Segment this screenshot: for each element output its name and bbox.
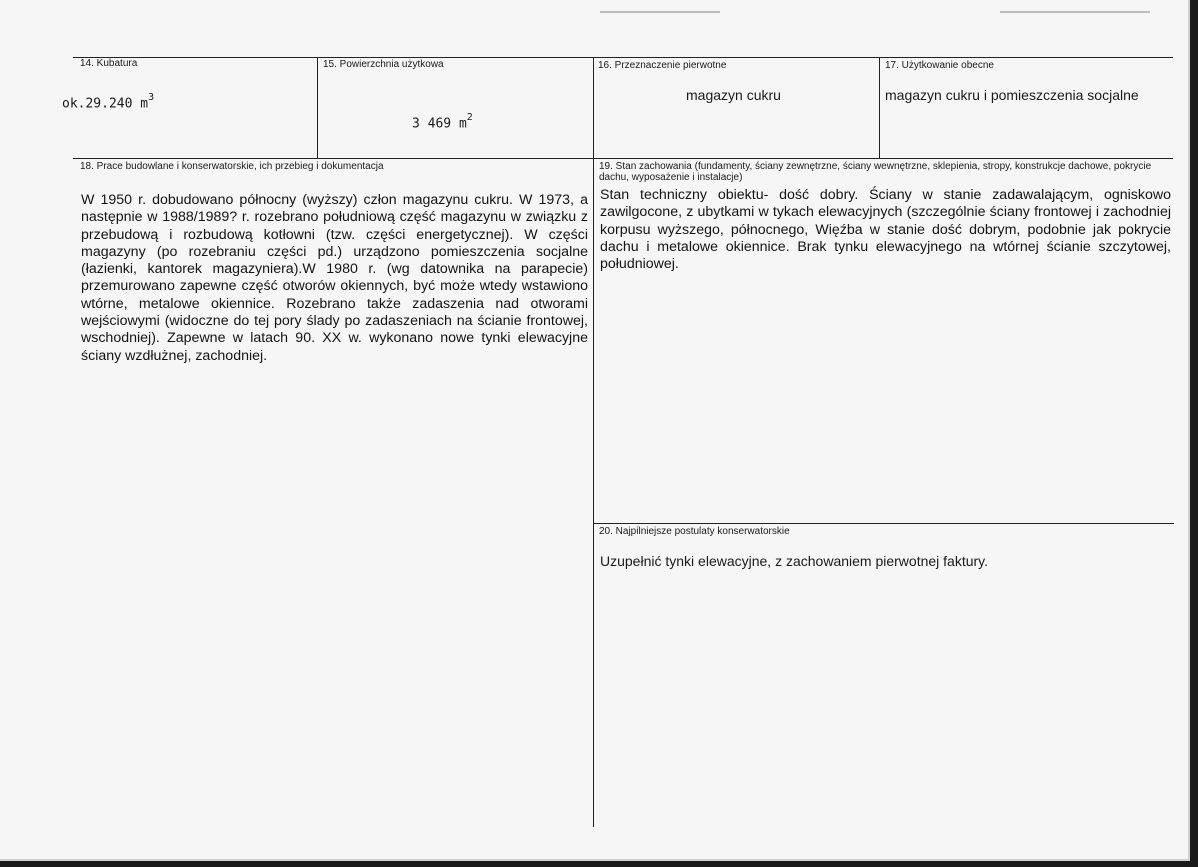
table-border-top: [73, 57, 1173, 58]
field-20-label: 20. Najpilniejsze postulaty konserwatorskie: [599, 526, 790, 537]
table-row-divider: [594, 523, 1174, 524]
field-18-label: 18. Prace budowlane i konserwatorskie, ich przebieg i dokumentacja: [80, 161, 384, 172]
field-20-text: Uzupełnić tynki elewacyjne, z zachowaniem pierwotnej faktury.: [600, 553, 989, 569]
field-19-text: Stan techniczny obiektu- dość dobry. Ściany w stanie zadawalającym, ogniskowo zawilgocone, z ubytkami w tykach elewacyjnych (szczególnie ściany frontowej i zachodniej korpusu wyższego, północnego, Więźba w stanie dość dobrym, podobnie jak pokrycie dachu i metalowe okiennice. Brak tynku elewacyjnego na wtórnej ścianie szczytowej, południowej.: [600, 187, 1171, 273]
field-15-label: 15. Powierzchnia użytkowa: [323, 59, 444, 70]
field-17-value: magazyn cukru i pomieszczenia socjalne: [885, 87, 1139, 103]
field-18-text: W 1950 r. dobudowano północny (wyższy) człon magazynu cukru. W 1973, a następnie w 1988/1989? r. rozebrano południową część magazynu w związku z przebudową i rozbudową kotłowni (tzw. części energetycznej). W części magazyny (po rozebraniu części pd.) urządzono pomieszczenia socjalne (łazienki, kantorek magazyniera).W 1980 r. (wg datownika na parapecie) przemurowano zapewne część otworów okiennych, być może wtedy wstawiono wtórne, metalowe okiennice. Rozebrano także zadaszenia nad otworami wejściowymi (widoczne do tej pory ślady po zadaszeniach na ścianie frontowej, wschodniej). Zapewne w latach 90. XX w. wykonano nowe tynki elewacyjne ściany wzdłużnej, zachodniej.: [81, 192, 588, 364]
field-16-value: magazyn cukru: [686, 87, 781, 103]
scan-mark: [600, 11, 720, 13]
field-17-label: 17. Użytkowanie obecne: [885, 60, 994, 71]
unit-exponent: 3: [148, 92, 155, 103]
field-14-value: ok.29.240 $m^3$: [62, 92, 155, 112]
field-14-label: 14. Kubatura: [80, 58, 138, 69]
field-19-label: 19. Stan zachowania (fundamenty, ściany zewnętrzne, ściany wewnętrzne, sklepienia, stropy, konstrukcje dachowe, pokrycie dachu, wyposażenie i instalacje): [599, 161, 1152, 183]
field-15-value: 3 469 $m^2$: [412, 112, 473, 132]
field-16-label: 16. Przeznaczenie pierwotne: [598, 60, 727, 71]
column-divider: [593, 57, 594, 827]
scan-edge-right: [1190, 0, 1198, 867]
unit-exponent: 2: [466, 112, 473, 123]
scan-mark: [1000, 11, 1150, 13]
column-divider: [879, 57, 880, 158]
column-divider: [317, 57, 318, 158]
scan-edge-bottom: [0, 861, 1198, 867]
table-row-divider: [73, 158, 1173, 159]
